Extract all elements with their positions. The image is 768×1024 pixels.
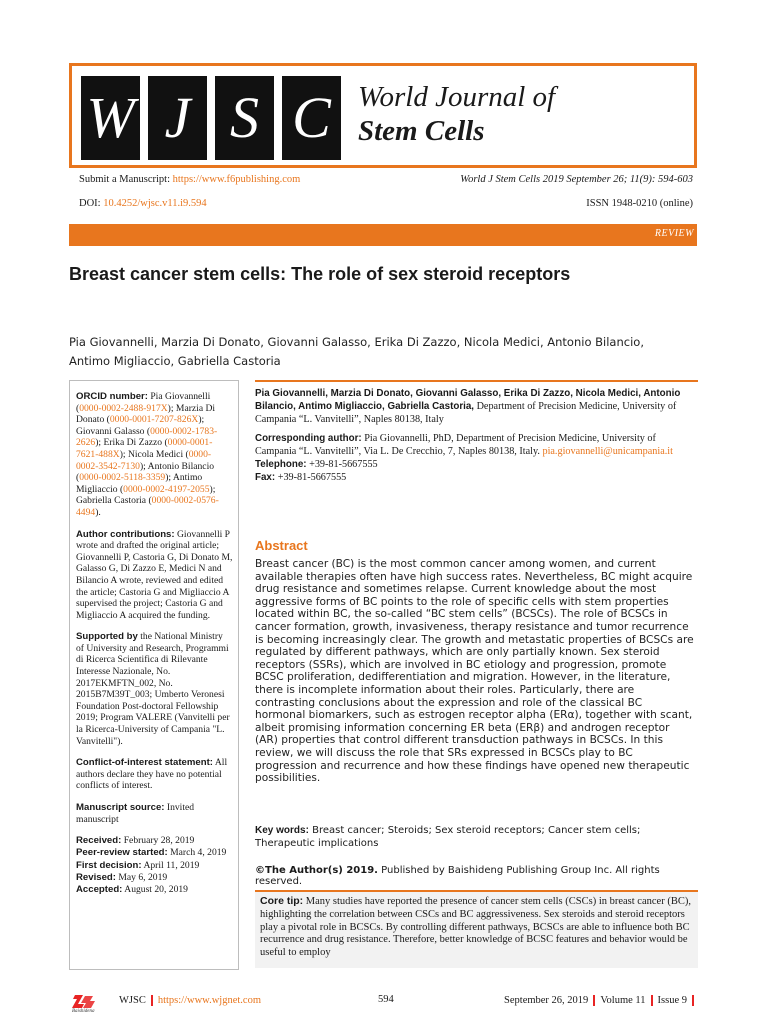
doi-link[interactable]: 10.4252/wjsc.v11.i9.594 xyxy=(103,198,207,209)
footer-separator xyxy=(593,995,595,1006)
received-label: Received: xyxy=(76,835,122,847)
orcid-link[interactable]: 0000-0001-7207-826X xyxy=(109,414,199,426)
doi-line xyxy=(79,197,207,210)
orcid-label: ORCID number: xyxy=(76,391,148,402)
revised-date: May 6, 2019 xyxy=(116,871,168,883)
affiliation-paragraph xyxy=(255,388,698,426)
author-list-line2: Antimo Migliaccio, Gabriella Castoria xyxy=(69,354,281,368)
abstract-heading: Abstract xyxy=(255,538,308,553)
footer-journal xyxy=(119,995,261,1006)
baishideng-logo-icon xyxy=(69,992,111,1012)
orcid-text: Pia Giovannelli ( xyxy=(76,391,211,414)
revised-label: Revised: xyxy=(76,871,116,883)
footer-separator xyxy=(651,995,653,1006)
affiliation-dept: Department of Precision Medicine, University of Campania “L. Vanvitelli”, Naples 80138, Italy xyxy=(255,400,677,425)
page-number: 594 xyxy=(378,994,394,1005)
manuscript-source-label: Manuscript source: xyxy=(76,802,165,813)
logo-letter-s: S xyxy=(215,76,274,160)
contributions-label: Author contributions: xyxy=(76,528,175,540)
keywords-label: Key words: xyxy=(255,825,309,836)
fax-label: Fax: xyxy=(255,471,276,483)
core-tip-box xyxy=(255,890,698,968)
corresponding-label: Corresponding author: xyxy=(255,433,362,445)
contributions-block xyxy=(76,529,233,622)
orcid-link[interactable]: 0000-0002-0576-4494 xyxy=(76,495,219,518)
footer-url-link[interactable]: https://www.wjgnet.com xyxy=(157,995,261,1006)
footer-issue: Issue 9 xyxy=(657,995,687,1006)
keywords-text: Breast cancer; Steroids; Sex steroid receptors; Cancer stem cells; Therapeutic implications xyxy=(255,825,641,849)
copyright-text: Published by Baishideng Publishing Group Inc. All rights reserved. xyxy=(255,865,660,887)
affiliation-block xyxy=(255,380,698,485)
journal-title-line2: Stem Cells xyxy=(358,115,485,147)
orcid-text: ); Antimo Migliaccio ( xyxy=(76,472,203,495)
telephone-value: +39-81-5667555 xyxy=(306,458,378,470)
contributions-text: Giovannelli P wrote and drafted the original article; Giovannelli P, Castoria G, Di Donato M, Galasso G, Di Zazzo E, Medici N and Bilancio A wrote, reviewed and edited the article; Castoria G and Migliaccio A supervised the project; Castoria G and Migliaccio A acquired the funding. xyxy=(76,528,233,621)
orcid-block xyxy=(76,391,233,519)
conflict-block xyxy=(76,757,233,792)
submit-label: Submit a Manuscript: xyxy=(79,174,170,185)
orcid-link[interactable]: 0000-0002-4197-2055 xyxy=(123,483,210,495)
orcid-text: ); Giovanni Galasso ( xyxy=(76,414,205,437)
footer-date: September 26, 2019 xyxy=(504,995,589,1006)
doi-label: DOI: xyxy=(79,198,101,209)
citation: World J Stem Cells 2019 September 26; 11(9): 594-603 xyxy=(460,174,693,185)
author-list-line1: Pia Giovannelli, Marzia Di Donato, Giovanni Galasso, Erika Di Zazzo, Nicola Medici, Antonio Bilancio, xyxy=(69,335,644,349)
support-text: the National Ministry of University and Research, Programmi di Ricerca Scientifica di Rilevante Interesse Nazionale, No. 2017EKMFTN_002, No. 2015B7M39T_003; Umberto Veronesi Foundation Post-doctoral Fellowship 2019; Program VALERE (Vanvitelli per la Ricerca-University of Campania "L. Vanvitelli"). xyxy=(76,631,230,747)
corresponding-paragraph xyxy=(255,433,698,484)
conflict-text: All authors declare they have no potential conflicts of interest. xyxy=(76,757,228,792)
abstract-text: Breast cancer (BC) is the most common cancer among women, and current available therapies often have high success rates. Nevertheless, BC might acquire drug resistance and sometimes relapse. Current knowledge about the most aggressive forms of BC points to the role of specific cells with stem properties located within BC, the so-called “BC stem cells” (BCSCs). The role of BCSCs in cancer formation, growth, invasiveness, therapy resistance and tumor recurrence is becoming increasingly clear. The growth and metastatic properties of BCSCs are regulated by different pathways, which are only partially known. Sex steroid receptors (SSRs), which are involved in BC etiology and progression, promote BCSC proliferation, dedifferentiation and migration. However, in the literature, there is incomplete information about their roles. Particularly, there are contrasting conclusions about the expression and role of the classical BC hormonal biomarkers, such as estrogen receptor alpha (ERα), together with scant, albeit promising information concerning ER beta (ERβ) and androgen receptor (AR) properties that control different transduction pathways in BCSCs. In this review, we will discuss the role that SRs expressed in BCSCs play to BC progression and recurrence and how these findings have opened new therapeutic possibilities. xyxy=(255,558,694,785)
logo-letter-w: W xyxy=(81,76,140,160)
journal-title xyxy=(358,80,555,148)
journal-title-line1: World Journal of xyxy=(358,81,556,113)
orcid-text: ); Marzia Di Donato ( xyxy=(76,402,216,426)
manuscript-source-block xyxy=(76,802,233,825)
corresponding-text: Pia Giovannelli, PhD, Department of Precision Medicine, University of Campania “L. Vanvitelli”, Via L. De Crecchio, 7, Naples 80138, Italy. xyxy=(255,433,656,458)
telephone-label: Telephone: xyxy=(255,458,307,470)
orcid-link[interactable]: 0000-0002-1783-2626 xyxy=(76,425,218,449)
core-tip-label: Core tip: xyxy=(260,895,304,907)
accepted-label: Accepted: xyxy=(76,884,123,895)
email-link[interactable]: pia.giovannelli@unicampania.it xyxy=(539,446,673,458)
accepted-date: August 20, 2019 xyxy=(122,884,188,895)
core-tip-text: Many studies have reported the presence of cancer stem cells (CSCs) in breast cancer (BC), highlighting the correlation between CSCs and BC aggressiveness. Sex steroids and steroid receptors play a pivotal role in BCSCs. By controlling different pathways, BCSCs are able to influence both BC recurrence and drug resistance. Therefore, better knowledge of BCSC features and behavior would be useful to employ xyxy=(260,896,691,959)
issn: ISSN 1948-0210 (online) xyxy=(586,198,693,209)
received-date: February 28, 2019 xyxy=(121,835,195,847)
footer-volume: Volume 11 xyxy=(600,995,646,1006)
section-bar xyxy=(69,224,697,246)
first-decision-date: April 11, 2019 xyxy=(141,859,200,871)
peer-review-label: Peer-review started: xyxy=(76,847,168,859)
publisher-logo xyxy=(69,992,111,1015)
logo-letter-j: J xyxy=(148,76,207,160)
affiliation-authors: Pia Giovannelli, Marzia Di Donato, Giovanni Galasso, Erika Di Zazzo, Nicola Medici, Antonio Bilancio, Antimo Migliaccio, Gabriella Castoria, xyxy=(255,388,681,412)
manuscript-source-text: Invited manuscript xyxy=(76,802,195,825)
orcid-text: ); Gabriella Castoria ( xyxy=(76,483,216,507)
copyright-label: ©The Author(s) 2019. xyxy=(255,865,378,876)
orcid-text: ); Antonio Bilancio ( xyxy=(76,460,215,484)
conflict-label: Conflict-of-interest statement: xyxy=(76,757,213,769)
orcid-text: ). xyxy=(95,506,101,518)
page-footer xyxy=(69,992,699,1012)
peer-review-date: March 4, 2019 xyxy=(167,847,227,859)
orcid-link[interactable]: 0000-0001-7621-488X xyxy=(76,437,213,460)
publisher-logo-text: Baishideng xyxy=(72,1009,95,1012)
keywords xyxy=(255,825,695,850)
section-label: REVIEW xyxy=(654,228,694,239)
dates-block xyxy=(76,835,233,896)
author-list xyxy=(69,333,669,371)
fax-value: +39-81-5667555 xyxy=(275,471,347,483)
copyright xyxy=(255,865,695,887)
article-info-sidebar xyxy=(69,380,239,970)
logo-letter-c: C xyxy=(282,76,341,160)
first-decision-label: First decision: xyxy=(76,859,142,871)
orcid-text: ); Erika Di Zazzo ( xyxy=(95,437,168,449)
footer-separator xyxy=(151,995,153,1006)
footer-journal-abbr: WJSC xyxy=(119,995,146,1006)
affiliation-column xyxy=(255,380,698,492)
orcid-text: ); Nicola Medici ( xyxy=(119,448,189,460)
orcid-link[interactable]: 0000-0002-2488-917X xyxy=(79,402,168,414)
footer-issue-info xyxy=(504,995,699,1006)
submit-line xyxy=(79,173,300,186)
submit-link[interactable]: https://www.f6publishing.com xyxy=(172,174,301,185)
support-label: Supported by xyxy=(76,631,138,643)
orcid-link[interactable]: 0000-0002-3542-7130 xyxy=(76,448,212,472)
orcid-link[interactable]: 0000-0002-5118-3359 xyxy=(79,472,166,484)
article-title: Breast cancer stem cells: The role of sex steroid receptors xyxy=(69,264,571,284)
support-block xyxy=(76,631,233,747)
footer-separator xyxy=(692,995,694,1006)
